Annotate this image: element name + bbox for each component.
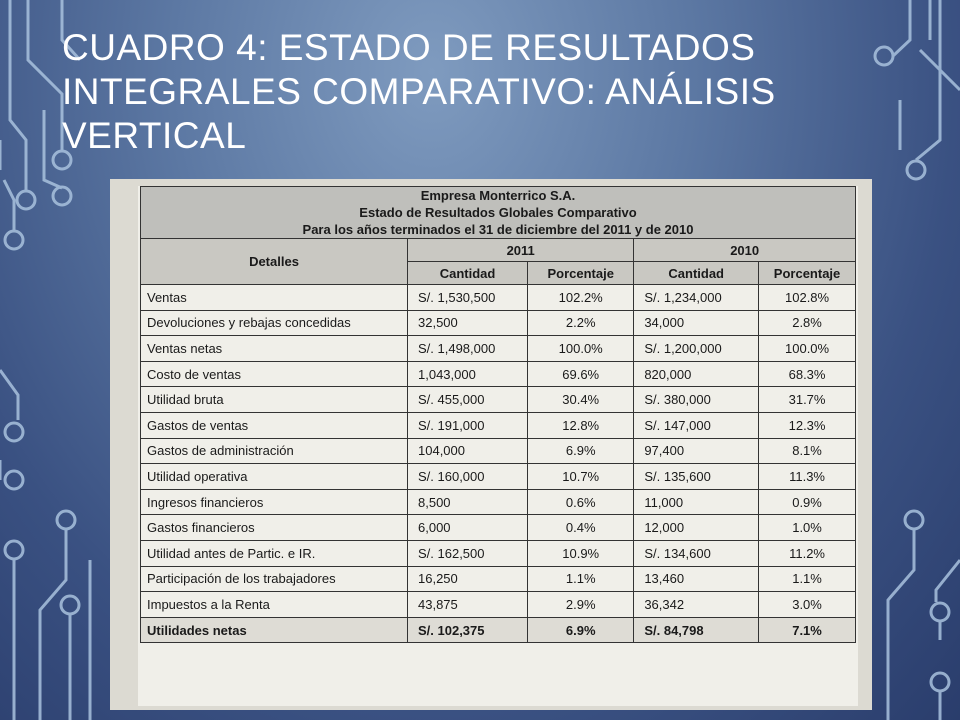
percent-2010: 11.3% [759, 464, 856, 490]
percent-2011: 30.4% [528, 387, 634, 413]
percent-2011: 2.9% [528, 592, 634, 618]
amount-header-2011: Cantidad [408, 262, 528, 285]
table-row [141, 515, 856, 541]
table-row [141, 592, 856, 618]
amount-2011: 8,500 [408, 489, 528, 515]
table-row [141, 566, 856, 592]
year-2010-header: 2010 [634, 239, 856, 262]
percent-2010: 0.9% [759, 489, 856, 515]
row-label: Gastos de administración [141, 438, 408, 464]
amount-2010: 820,000 [634, 361, 759, 387]
amount-2010: S/. 380,000 [634, 387, 759, 413]
percent-2011: 1.1% [528, 566, 634, 592]
percent-2010: 1.0% [759, 515, 856, 541]
table-photo [110, 179, 872, 710]
percent-2011: 102.2% [528, 285, 634, 311]
amount-2010: S/. 1,234,000 [634, 285, 759, 311]
company-name: Empresa Monterrico S.A. [420, 188, 576, 203]
percent-2010: 68.3% [759, 361, 856, 387]
row-label: Devoluciones y rebajas concedidas [141, 310, 408, 336]
percent-2010: 1.1% [759, 566, 856, 592]
percent-2010: 3.0% [759, 592, 856, 618]
percent-2010: 31.7% [759, 387, 856, 413]
percent-2011: 100.0% [528, 336, 634, 362]
percent-2010: 100.0% [759, 336, 856, 362]
table-row [141, 412, 856, 438]
amount-2011: S/. 191,000 [408, 412, 528, 438]
row-label: Participación de los trabajadores [141, 566, 408, 592]
amount-2011: S/. 102,375 [408, 617, 528, 643]
details-header: Detalles [141, 239, 408, 285]
row-label: Gastos financieros [141, 515, 408, 541]
table-body [141, 285, 856, 643]
percent-2011: 0.6% [528, 489, 634, 515]
amount-2011: 1,043,000 [408, 361, 528, 387]
row-label: Costo de ventas [141, 361, 408, 387]
row-label: Ventas [141, 285, 408, 311]
percent-header-2010: Porcentaje [759, 262, 856, 285]
year-2011-header: 2011 [408, 239, 634, 262]
row-label: Impuestos a la Renta [141, 592, 408, 618]
amount-2010: S/. 135,600 [634, 464, 759, 490]
table-row [141, 489, 856, 515]
statement-name: Estado de Resultados Globales Comparativo [359, 205, 637, 220]
percent-2011: 0.4% [528, 515, 634, 541]
table-row [141, 617, 856, 643]
percent-2010: 8.1% [759, 438, 856, 464]
amount-2010: 36,342 [634, 592, 759, 618]
amount-2011: 43,875 [408, 592, 528, 618]
percent-2010: 2.8% [759, 310, 856, 336]
percent-2010: 7.1% [759, 617, 856, 643]
table-row [141, 540, 856, 566]
percent-2010: 11.2% [759, 540, 856, 566]
amount-2010: 11,000 [634, 489, 759, 515]
amount-2011: S/. 455,000 [408, 387, 528, 413]
percent-2011: 6.9% [528, 438, 634, 464]
table-row [141, 310, 856, 336]
amount-2011: S/. 1,530,500 [408, 285, 528, 311]
row-label: Utilidad operativa [141, 464, 408, 490]
percent-2010: 12.3% [759, 412, 856, 438]
row-label: Ventas netas [141, 336, 408, 362]
amount-2010: 34,000 [634, 310, 759, 336]
slide-title: CUADRO 4: ESTADO DE RESULTADOS INTEGRALES COMPARATIVO: ANÁLISIS VERTICAL [62, 27, 776, 156]
table-row [141, 387, 856, 413]
amount-2011: 6,000 [408, 515, 528, 541]
amount-2010: 13,460 [634, 566, 759, 592]
table-row [141, 336, 856, 362]
row-label: Gastos de ventas [141, 412, 408, 438]
income-statement-table [140, 186, 856, 643]
amount-2010: S/. 1,200,000 [634, 336, 759, 362]
row-label: Utilidad antes de Partic. e IR. [141, 540, 408, 566]
row-label: Utilidad bruta [141, 387, 408, 413]
table-row [141, 361, 856, 387]
amount-header-2010: Cantidad [634, 262, 759, 285]
table-row [141, 285, 856, 311]
percent-2011: 69.6% [528, 361, 634, 387]
year-header-row [141, 239, 856, 262]
percent-header-2011: Porcentaje [528, 262, 634, 285]
amount-2010: S/. 84,798 [634, 617, 759, 643]
table-row [141, 464, 856, 490]
percent-2011: 10.9% [528, 540, 634, 566]
amount-2011: S/. 160,000 [408, 464, 528, 490]
amount-2011: S/. 1,498,000 [408, 336, 528, 362]
table-heading [141, 187, 856, 239]
amount-2010: 12,000 [634, 515, 759, 541]
period-text: Para los años terminados el 31 de diciembre del 2011 y de 2010 [302, 222, 694, 237]
amount-2011: S/. 162,500 [408, 540, 528, 566]
amount-2010: S/. 147,000 [634, 412, 759, 438]
percent-2011: 2.2% [528, 310, 634, 336]
percent-2011: 10.7% [528, 464, 634, 490]
amount-2011: 32,500 [408, 310, 528, 336]
percent-2011: 12.8% [528, 412, 634, 438]
amount-2011: 16,250 [408, 566, 528, 592]
amount-2010: S/. 134,600 [634, 540, 759, 566]
amount-2010: 97,400 [634, 438, 759, 464]
percent-2010: 102.8% [759, 285, 856, 311]
row-label: Ingresos financieros [141, 489, 408, 515]
amount-2011: 104,000 [408, 438, 528, 464]
table-header-row [141, 187, 856, 239]
percent-2011: 6.9% [528, 617, 634, 643]
table-row [141, 438, 856, 464]
statement-sheet [138, 186, 858, 706]
row-label: Utilidades netas [141, 617, 408, 643]
